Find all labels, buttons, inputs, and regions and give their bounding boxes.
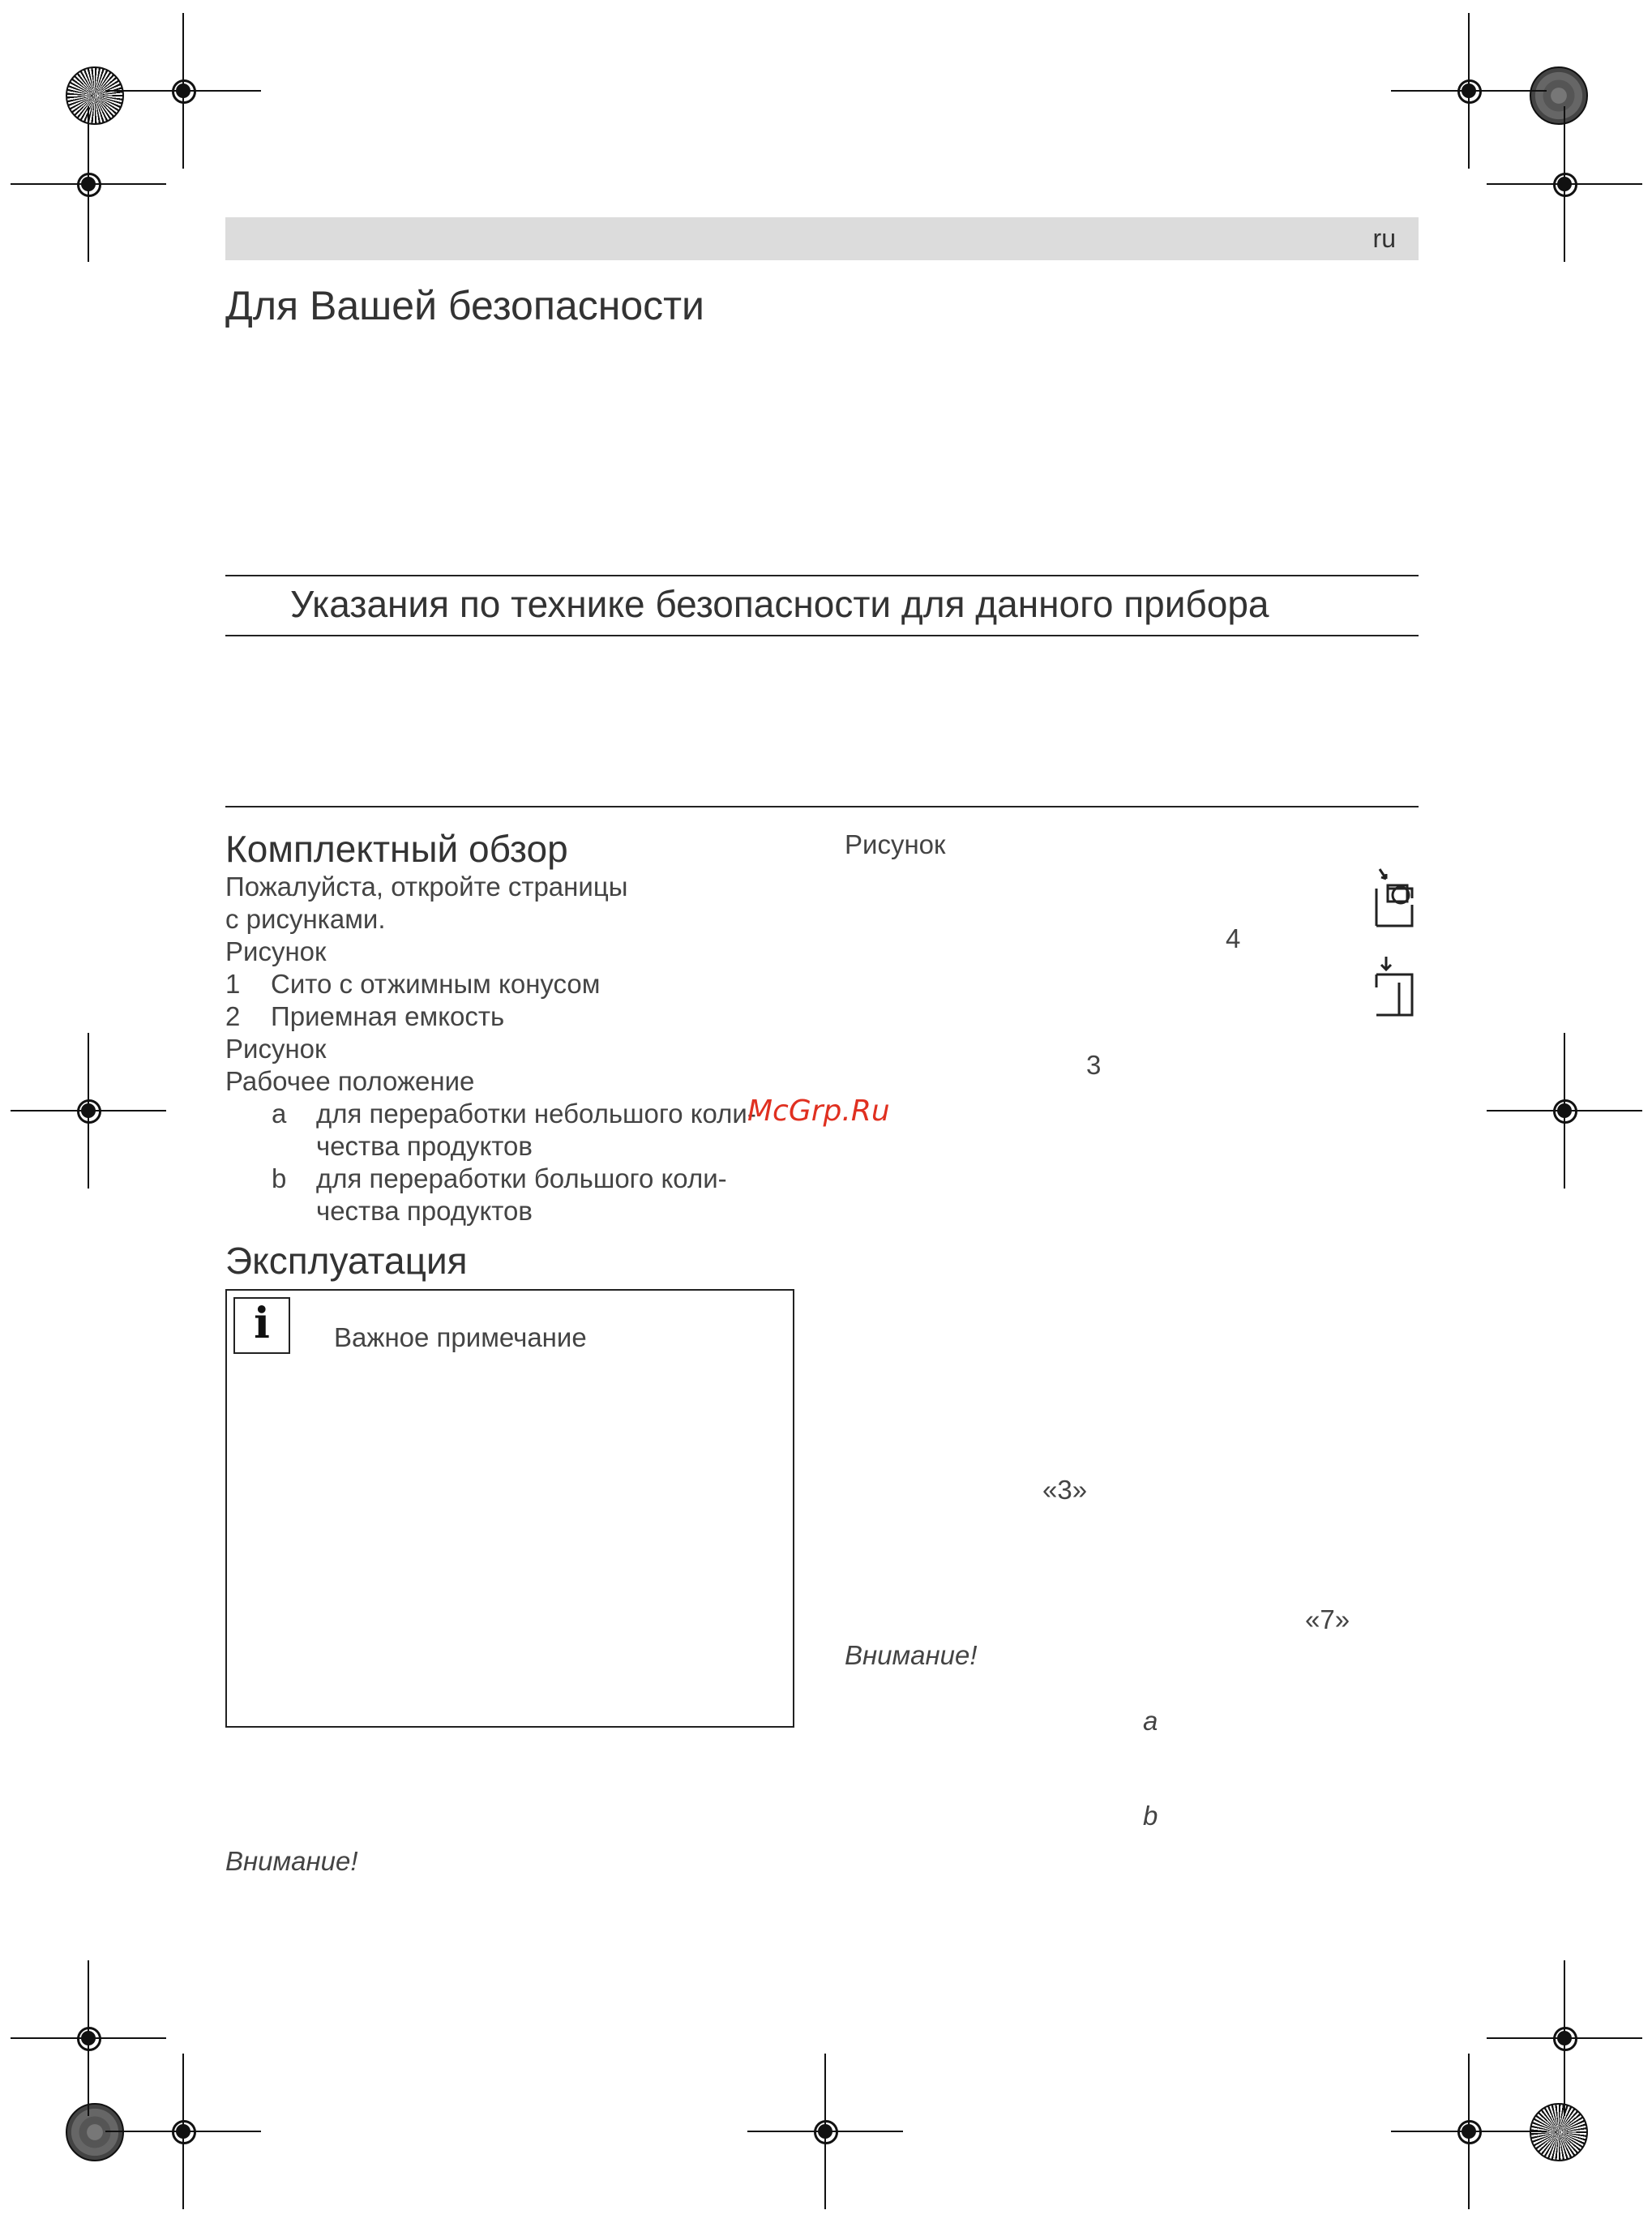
letter-a: a (1143, 1706, 1158, 1736)
note-title: Важное примечание (334, 1322, 587, 1352)
rule-section-divider (225, 806, 1419, 807)
position-text: для переработки большого коли- (316, 1163, 727, 1193)
setting-quote-7: «7» (1305, 1604, 1350, 1634)
item-number: 1 (225, 969, 241, 999)
letter-b: b (1143, 1801, 1158, 1831)
overview-line: с рисунками. (225, 904, 386, 934)
warning-left: Внимание! (225, 1846, 358, 1876)
list-item (225, 1000, 756, 1033)
position-item (225, 1163, 756, 1195)
figure-label-right: Рисунок (845, 829, 946, 859)
item-number: 2 (225, 1001, 241, 1031)
figure-label: Рисунок (225, 936, 327, 966)
overview-title: Комплектный обзор (225, 828, 568, 870)
safety-title: Для Вашей безопасности (225, 283, 704, 328)
language-code: ru (1372, 224, 1396, 253)
setting-quote-3: «3» (1042, 1475, 1088, 1505)
device-safety-title: Указания по технике безопасности для данного прибора (290, 583, 1269, 625)
list-item (225, 968, 756, 1000)
registration-mark (105, 2054, 261, 2209)
warning-right: Внимание! (845, 1640, 978, 1670)
press-large-icon (1372, 955, 1420, 1020)
operation-title: Эксплуатация (225, 1240, 468, 1282)
position-label: Рабочее положение (225, 1066, 475, 1096)
figure-label: Рисунок (225, 1034, 327, 1064)
rule-bottom-device-safety (225, 635, 1419, 636)
item-label: Сито с отжимным конусом (271, 969, 601, 999)
position-text: для переработки небольшого коли- (316, 1099, 756, 1129)
registration-mark (11, 1033, 166, 1189)
watermark: McGrp.Ru (747, 1094, 890, 1128)
overview-line: Пожалуйста, откройте страницы (225, 872, 628, 902)
position-letter: a (272, 1099, 287, 1129)
important-note-box (225, 1289, 794, 1728)
overview-text (225, 871, 756, 1227)
registration-mark (1487, 1033, 1642, 1189)
rule-top-device-safety (225, 575, 1419, 576)
registration-mark (11, 106, 166, 262)
registration-mark (747, 2054, 903, 2209)
item-label: Приемная емкость (271, 1001, 505, 1031)
press-small-icon (1372, 866, 1420, 931)
position-text-cont: чества продуктов (316, 1131, 533, 1161)
info-icon: i (233, 1297, 290, 1354)
registration-mark (1391, 2054, 1547, 2209)
position-item (225, 1098, 756, 1130)
position-letter: b (272, 1163, 287, 1193)
registration-mark (1487, 106, 1642, 262)
language-header-band (225, 217, 1419, 260)
figure-number-4: 4 (1226, 923, 1241, 953)
figure-number-3: 3 (1086, 1050, 1102, 1080)
position-text-cont: чества продуктов (316, 1196, 533, 1226)
